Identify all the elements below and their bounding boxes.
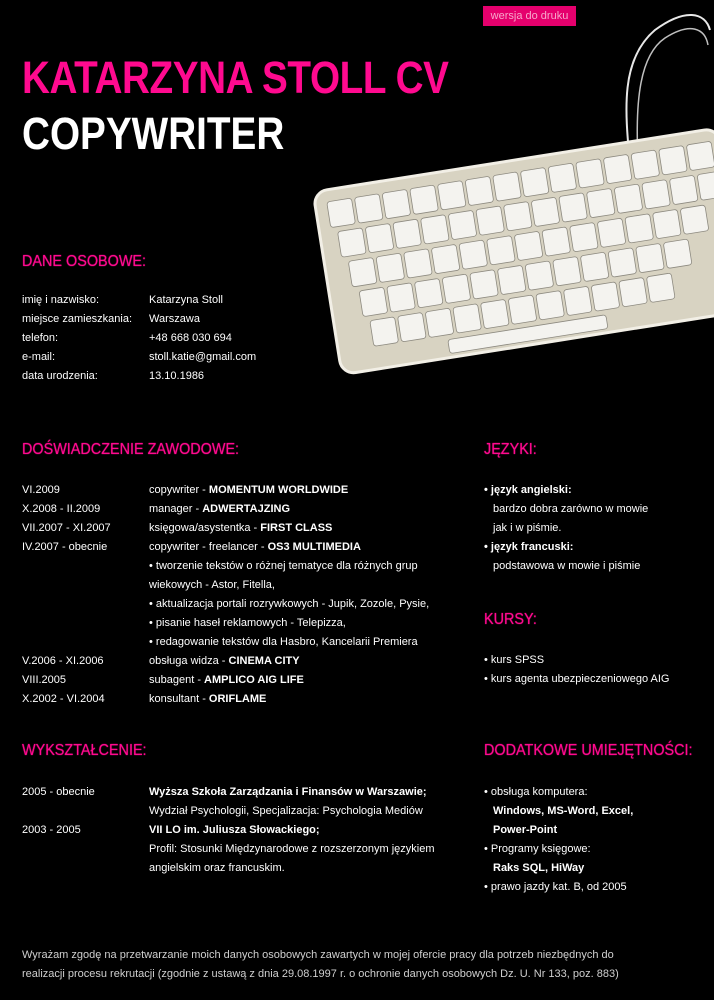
experience-role: copywriter -	[149, 484, 209, 496]
keyboard-key	[652, 209, 681, 239]
keyboard-key	[646, 273, 675, 303]
experience-company: MOMENTUM WORLDWIDE	[208, 484, 349, 496]
experience-role: copywriter - freelancer -	[149, 541, 268, 553]
keyboard-key	[382, 189, 411, 219]
experience-role: wiekowych - Astor, Fitella,	[149, 579, 275, 591]
languages-section-title: JĘZYKI:	[484, 441, 537, 458]
keyboard-key	[631, 150, 660, 180]
education-text: angielskim oraz francuskim.	[149, 862, 285, 874]
consent-line-1: Wyrażam zgodę na przetwarzanie moich danych osobowych zawartych w mojej ofercie pracy dla potrzeb niezbędnych do	[22, 949, 614, 961]
education-date: 2005 - obecnie	[22, 786, 95, 798]
keyboard-key	[376, 253, 405, 283]
education-text: Profil: Stosunki Międzynarodowe z rozszerzonym językiem	[149, 843, 435, 855]
keyboard-key	[659, 146, 688, 176]
keyboard-key	[370, 317, 399, 347]
experience-description	[149, 671, 304, 690]
consent-line-2: realizacji procesu rekrutacji (zgodnie z ustawą z dnia 29.08.1997 r. o ochronie danych osobowych Dz. U. Nr 133, poz. 883)	[22, 968, 619, 980]
personal-value: stoll.katie@gmail.com	[149, 351, 257, 363]
keyboard-key	[597, 218, 626, 248]
experience-role: • aktualizacja portali rozrywkowych - Jupik, Zozole, Pysie,	[149, 598, 430, 610]
experience-role: księgowa/asystentka -	[149, 522, 261, 534]
skill-line: • obsługa komputera:	[484, 786, 588, 798]
keyboard-key	[493, 172, 522, 202]
experience-description	[149, 595, 429, 614]
keyboard-key	[327, 198, 356, 228]
keyboard-key	[663, 239, 692, 269]
keyboard-key	[431, 244, 460, 274]
keyboard-key	[614, 184, 643, 214]
experience-company: FIRST CLASS	[260, 522, 333, 534]
education-list	[22, 783, 472, 883]
courses-section-title: KURSY:	[484, 611, 537, 628]
experience-date: V.2006 - XI.2006	[22, 655, 104, 667]
keyboard-key	[563, 286, 592, 316]
skill-line: Windows, MS-Word, Excel,	[493, 805, 634, 817]
experience-description	[149, 557, 418, 576]
experience-company: ORIFLAME	[208, 693, 267, 705]
experience-section-title: DOŚWIADCZENIE ZAWODOWE:	[22, 441, 240, 458]
education-text: Wyższa Szkoła Zarządzania i Finansów w Warszawie;	[149, 786, 427, 798]
keyboard-key	[570, 222, 599, 252]
experience-role: subagent -	[149, 674, 205, 686]
keyboard-key	[520, 167, 549, 197]
personal-value: 13.10.1986	[149, 370, 205, 382]
experience-date: X.2002 - VI.2004	[22, 693, 105, 705]
experience-description	[149, 633, 418, 652]
keyboard-key	[591, 282, 620, 312]
experience-description	[149, 481, 348, 500]
skills-list	[484, 783, 709, 903]
keyboard-key	[559, 193, 588, 223]
cv-role-title: COPYWRITER	[22, 108, 285, 159]
keyboard-key	[425, 308, 454, 338]
keyboard-key	[453, 304, 482, 334]
experience-date: VI.2009	[22, 484, 60, 496]
keyboard-key	[548, 163, 577, 193]
keyboard-key	[576, 159, 605, 189]
experience-role: konsultant -	[149, 693, 209, 705]
skill-line: • Programy księgowe:	[484, 843, 591, 855]
keyboard-key	[680, 205, 709, 235]
keyboard-key	[636, 243, 665, 273]
experience-description	[149, 538, 361, 557]
keyboard-key	[542, 227, 571, 257]
personal-label: miejsce zamieszkania:	[22, 313, 133, 325]
keyboard-key	[487, 236, 516, 266]
keyboard-key	[686, 141, 714, 171]
experience-role: manager -	[149, 503, 203, 515]
personal-label: data urodzenia:	[22, 370, 98, 382]
experience-description	[149, 690, 266, 709]
experience-description	[149, 519, 332, 538]
experience-company: OS3 MULTIMEDIA	[267, 541, 361, 553]
experience-date: IV.2007 - obecnie	[22, 541, 108, 553]
personal-value: +48 668 030 694	[149, 332, 232, 344]
keyboard-key	[476, 206, 505, 236]
keyboard-key	[642, 180, 671, 210]
experience-company: AMPLICO AIG LIFE	[204, 674, 304, 686]
languages-list	[484, 481, 704, 581]
personal-value: Warszawa	[149, 313, 200, 325]
keyboard-key	[508, 295, 537, 325]
keyboard-key	[414, 278, 443, 308]
experience-role: • redagowanie tekstów dla Hasbro, Kancelarii Premiera	[149, 636, 418, 648]
keyboard-key	[669, 175, 698, 205]
personal-label: e-mail:	[22, 351, 56, 363]
keyboard-key	[470, 270, 499, 300]
keyboard-key	[448, 210, 477, 240]
keyboard-key	[514, 231, 543, 261]
keyboard-key	[480, 299, 509, 329]
keyboard-key	[404, 249, 433, 279]
personal-label: telefon:	[22, 332, 59, 344]
skill-line: Raks SQL, HiWay	[493, 862, 585, 874]
keyboard-key	[365, 223, 394, 253]
skill-line: Power-Point	[493, 824, 558, 836]
keyboard-key	[525, 261, 554, 291]
keyboard-key	[497, 265, 526, 295]
experience-description	[149, 576, 275, 595]
language-line: • język angielski:	[484, 484, 572, 496]
keyboard-key	[442, 274, 471, 304]
experience-role: obsługa widza -	[149, 655, 229, 667]
keyboard-key	[338, 228, 367, 258]
keyboard-key	[580, 252, 609, 282]
keyboard-key	[625, 214, 654, 244]
print-version-button[interactable]: wersja do druku	[483, 6, 576, 26]
keyboard-key	[359, 287, 388, 317]
education-date: 2003 - 2005	[22, 824, 81, 836]
experience-date: VII.2007 - XI.2007	[22, 522, 111, 534]
personal-value: Katarzyna Stoll	[149, 294, 223, 306]
keyboard-key	[393, 219, 422, 249]
experience-role: • tworzenie tekstów o różnej tematyce dla różnych grup	[149, 560, 418, 572]
experience-company: ADWERTAJZING	[202, 503, 290, 515]
experience-description	[149, 652, 300, 671]
language-line: • język francuski:	[484, 541, 574, 553]
keyboard-key	[608, 248, 637, 278]
course-item: • kurs SPSS	[484, 654, 545, 666]
keyboard-key	[531, 197, 560, 227]
keyboard-key	[459, 240, 488, 270]
education-text: VII LO im. Juliusza Słowackiego;	[149, 824, 320, 836]
keyboard-key	[619, 277, 648, 307]
language-line: podstawowa w mowie i piśmie	[493, 560, 641, 572]
personal-label: imię i nazwisko:	[22, 294, 100, 306]
keyboard-key	[354, 194, 383, 224]
education-section-title: WYKSZTAŁCENIE:	[22, 742, 147, 759]
experience-list	[22, 481, 472, 721]
skills-section-title: DODATKOWE UMIEJĘTNOŚCI:	[484, 742, 693, 759]
experience-description	[149, 500, 290, 519]
language-line: bardzo dobra zarówno w mowie	[493, 503, 649, 515]
personal-section-title: DANE OSOBOWE:	[22, 253, 147, 270]
keyboard-key	[503, 201, 532, 231]
skill-line: • prawo jazdy kat. B, od 2005	[484, 881, 627, 893]
experience-company: CINEMA CITY	[228, 655, 300, 667]
experience-role: • pisanie haseł reklamowych - Telepizza,	[149, 617, 346, 629]
keyboard-key	[437, 181, 466, 211]
personal-data-list	[22, 291, 342, 391]
keyboard-key	[465, 176, 494, 206]
keyboard-key	[397, 312, 426, 342]
keyboard-key	[410, 185, 439, 215]
keyboard-key	[586, 188, 615, 218]
course-item: • kurs agenta ubezpieczeniowego AIG	[484, 673, 670, 685]
keyboard-key	[420, 215, 449, 245]
language-line: jak i w piśmie.	[493, 522, 562, 534]
keyboard-key	[348, 257, 377, 287]
keyboard-key	[553, 256, 582, 286]
experience-description	[149, 614, 346, 633]
education-text: Wydział Psychologii, Specjalizacja: Psychologia Mediów	[149, 805, 423, 817]
keyboard-key	[387, 283, 416, 313]
experience-date: VIII.2005	[22, 674, 67, 686]
gdpr-consent-clause	[22, 946, 702, 984]
experience-date: X.2008 - II.2009	[22, 503, 101, 515]
keyboard-key	[603, 154, 632, 184]
cv-name-title: KATARZYNA STOLL CV	[22, 52, 449, 103]
keyboard-key	[536, 291, 565, 321]
courses-list	[484, 651, 709, 691]
